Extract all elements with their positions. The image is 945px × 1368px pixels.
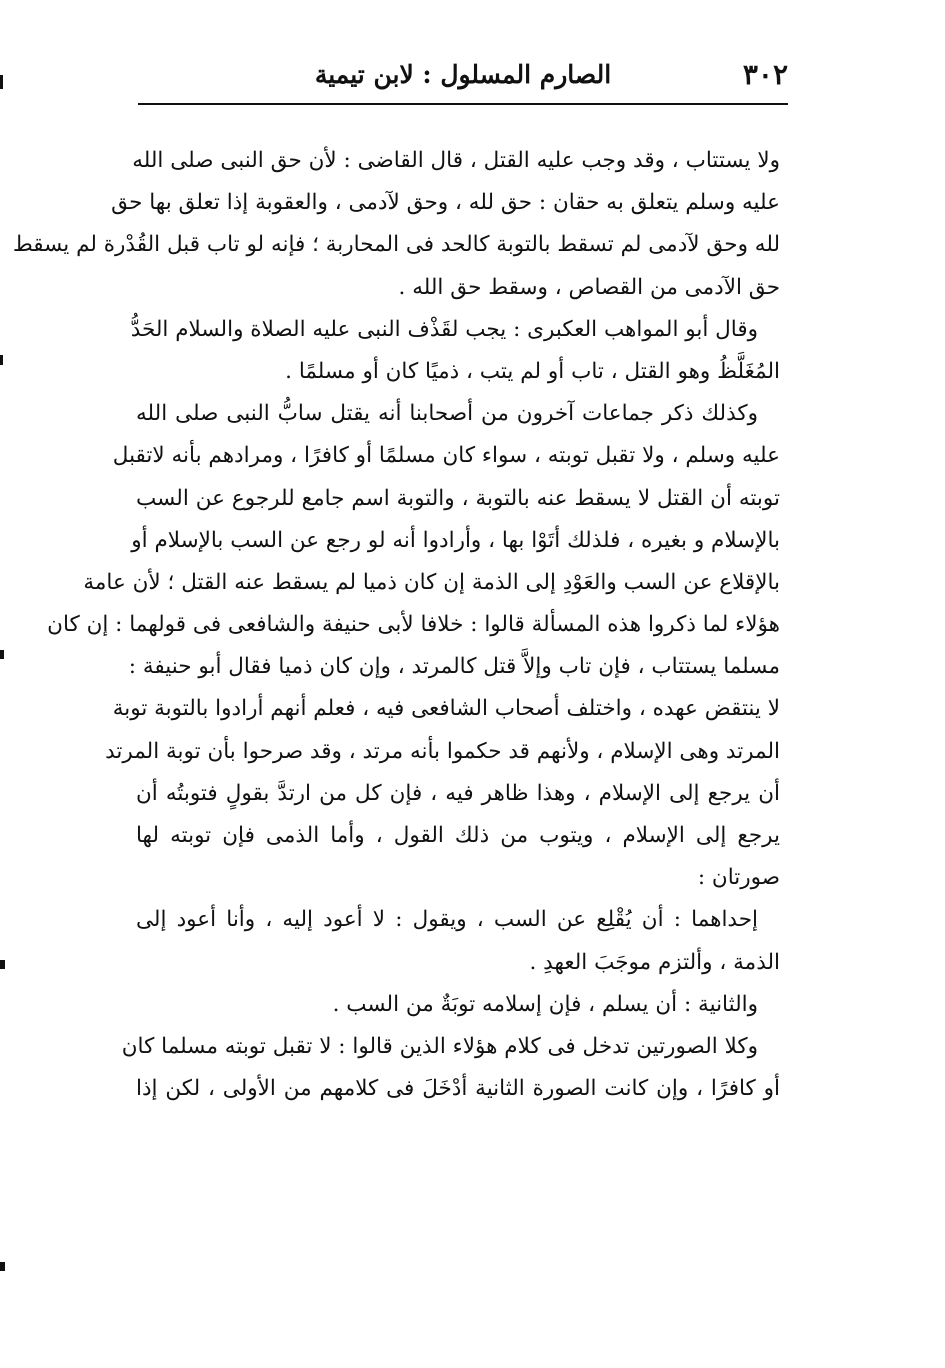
text-line: عليه وسلم يتعلق به حقان : حق لله ، وحق لآدمى ، والعقوبة إذا تعلق بها حق — [111, 190, 780, 216]
scan-edge-mark — [0, 355, 3, 365]
page-header — [138, 50, 788, 100]
text-line: مسلما يستتاب ، فإن تاب وإلاَّ قتل كالمرتد ، وإن كان ذميا فقال أبو حنيفة : — [128, 654, 780, 680]
text-line: المرتد وهى الإسلام ، ولأنهم قد حكموا بأنه مرتد ، وقد صرحوا بأن توبة المرتد — [105, 738, 780, 764]
text-line: صورتان : — [697, 865, 780, 891]
text-line: المُغَلَّظُ وهو القتل ، تاب أو لم يتب ، ذميًا كان أو مسلمًا . — [285, 358, 780, 384]
text-line: بالإسلام و بغيره ، فلذلك أتَوْا بها ، وأرادوا أنه لو رجع عن السب بالإسلام أو — [131, 527, 780, 553]
text-line: توبته أن القتل لا يسقط عنه بالتوبة ، والتوبة اسم جامع للرجوع عن السب — [136, 485, 780, 511]
text-line: عليه وسلم ، ولا تقبل توبته ، سواء كان مسلمًا أو كافرًا ، ومرادهم بأنه لاتقبل — [112, 443, 780, 469]
paragraph-start-line: وكلا الصورتين تدخل فى كلام هؤلاء الذين قالوا : لا تقبل توبته مسلما كان — [121, 1033, 758, 1059]
text-line: لا ينتقض عهده ، واختلف أصحاب الشافعى فيه ، فعلم أنهم أرادوا بالتوبة توبة — [112, 696, 780, 722]
text-line: يرجع إلى الإسلام ، ويتوب من ذلك القول ، وأما الذمى فإن توبته لها — [136, 823, 780, 848]
text-line: بالإقلاع عن السب والعَوْدِ إلى الذمة إن كان ذميا لم يسقط عنه القتل ؛ لأن عامة — [83, 569, 780, 595]
paragraph-start-line: وقال أبو المواهب العكبرى : يجب لقَذْف النبى عليه الصلاة والسلام الحَدُّ — [130, 316, 758, 342]
paragraph-start-line: إحداهما : أن يُقْلِع عن السب ، ويقول : لا أعود إليه ، وأنا أعود إلى — [136, 907, 758, 933]
text-line: الذمة ، وألتزم موجَبَ العهدِ . — [529, 949, 780, 975]
paragraph-start-line: والثانية : أن يسلم ، فإن إسلامه توبَةٌ من السب . — [332, 991, 758, 1017]
text-line: أن يرجع إلى الإسلام ، وهذا ظاهر فيه ، فإن كل من ارتدَّ بقولٍ فتوبتُه أن — [136, 780, 780, 806]
scan-edge-mark — [0, 1262, 5, 1271]
text-line: حق الآدمى من القصاص ، وسقط حق الله . — [398, 274, 780, 300]
paragraph-start-line: وكذلك ذكر جماعات آخرون من أصحابنا أنه يقتل سابُّ النبى صلى الله — [136, 401, 758, 427]
scan-edge-mark — [0, 960, 5, 969]
text-line: ولا يستتاب ، وقد وجب عليه القتل ، قال القاضى : لأن حق النبى صلى الله — [132, 148, 780, 173]
text-line: هؤلاء لما ذكروا هذه المسألة قالوا : خلافا لأبى حنيفة والشافعى فى قولهما : إن كان — [47, 612, 780, 638]
running-title: الصارم المسلول : لابن تيمية — [314, 60, 612, 89]
body-text — [12, 140, 780, 1110]
text-line: لله وحق لآدمى لم تسقط بالتوبة كالحد فى المحاربة ؛ فإنه لو تاب قبل القُدْرة لم يسقط — [12, 232, 780, 258]
text-line: أو كافرًا ، وإن كانت الصورة الثانية أدْخَلَ فى كلامهم من الأولى ، لكن إذا — [136, 1076, 780, 1102]
header-divider — [138, 103, 788, 105]
page-number: ٣٠٢ — [742, 58, 788, 91]
scan-edge-mark — [0, 75, 3, 89]
scan-edge-mark — [0, 650, 4, 659]
